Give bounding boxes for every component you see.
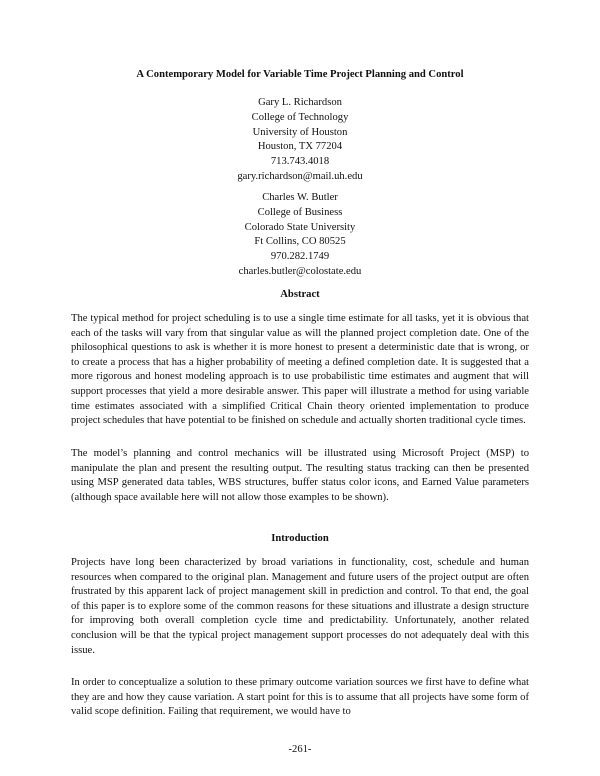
- page-number: -261-: [288, 744, 312, 755]
- abstract-paragraph: The typical method for project scheduling is to use a single time estimate for all tasks, yet it is obvious that each of the tasks will vary from that singular value as will the planned project completion date. One of the philosophical questions to ask is whether it is more honest to present a deterministic date that is wrong, or to create a process that has a higher probability of meeting a defined completion date. It is suggested that a more rigorous and honest modeling approach is to use probabilistic time estimates and augment that will support processes that yield a more desirable answer. This paper will illustrate a method for using variable time estimates associated with a simplified Critical Chain theory oriented implementation to produce project schedules that have potential to be finished on schedule and actually shorten traditional cycle times.: [71, 313, 529, 427]
- author-location: Ft Collins, CO 80525: [254, 236, 346, 248]
- author-college: College of Technology: [251, 111, 349, 123]
- author-university: Colorado State University: [244, 221, 356, 233]
- author-phone: 970.282.1749: [270, 251, 330, 263]
- author-university: University of Houston: [252, 126, 348, 138]
- author-block-1: [0, 96, 600, 185]
- author-name: Gary L. Richardson: [258, 97, 342, 108]
- author-location: Houston, TX 77204: [257, 141, 343, 153]
- author-phone: 713.743.4018: [270, 156, 330, 168]
- author-email: gary.richardson@mail.uh.edu: [237, 170, 363, 182]
- abstract-heading: Abstract: [280, 289, 320, 300]
- introduction-heading: Introduction: [271, 533, 329, 544]
- paper-title: A Contemporary Model for Variable Time Project Planning and Control: [136, 69, 464, 80]
- author-college: College of Business: [257, 206, 343, 218]
- author-name: Charles W. Butler: [262, 192, 338, 203]
- abstract-paragraph: The model’s planning and control mechanics will be illustrated using Microsoft Project (MSP) to manipulate the plan and present the resulting output. The resulting status tracking can then be presented using MSP generated data tables, WBS structures, buffer status color icons, and Earned Value parameters (although space available here will not allow those examples to be shown).: [71, 448, 529, 503]
- author-block-2: [0, 191, 600, 280]
- introduction-paragraph: In order to conceptualize a solution to these primary outcome variation sources we first have to define what they are and how they cause variation. A start point for this is to assume that all projects have some form of valid scope definition. Failing that requirement, we would have to: [71, 677, 529, 718]
- introduction-paragraph: Projects have long been characterized by broad variations in functionality, cost, schedule and human resources when compared to the original plan. Management and future users of the project output are often frustrated by this apparent lack of project management skill in prediction and control. To that end, the goal of this paper is to explore some of the common reasons for these situations and illustrate a design structure for improving both overall completion cycle time and predictability. Unfortunately, another related conclusion will be that the typical project management support processes do not adequately deal with this issue.: [71, 557, 529, 656]
- author-email: charles.butler@colostate.edu: [238, 265, 362, 277]
